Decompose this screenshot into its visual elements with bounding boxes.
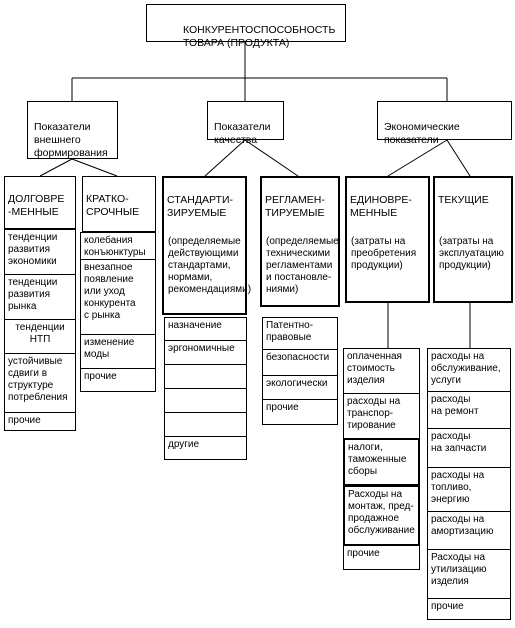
category-current-note: (затраты на эксплуатацию продукции) <box>439 236 504 271</box>
group-external <box>27 101 118 159</box>
list-item: прочие <box>4 412 76 431</box>
category-one-time <box>345 176 430 303</box>
list-item: прочие <box>262 399 338 425</box>
root-title: КОНКУРЕНТОСПОСОБНОСТЬ ТОВАРА (ПРОДУКТА) <box>183 24 336 49</box>
list-item <box>164 412 247 437</box>
standardized-items <box>164 317 247 460</box>
category-one-time-note: (затраты на преобретения продукции) <box>351 236 417 271</box>
list-item: расходы на топливо, энергию <box>427 467 511 512</box>
category-current <box>433 176 513 303</box>
list-item: расходы на ремонт <box>427 391 511 429</box>
category-one-time-title: ЕДИНОВРЕ- МЕННЫЕ <box>350 194 412 219</box>
list-item: прочие <box>427 598 511 620</box>
group-external-title: Показатели внешнего формирования <box>34 121 108 159</box>
one-time-items <box>343 348 420 570</box>
list-item: внезапное появление или уход конкурента с рынка <box>80 259 156 335</box>
category-standardized-note: (определяемые действующими стандартами, нормами, рекомендациями) <box>168 236 252 295</box>
category-standardized-title: СТАНДАРТИ- ЗИРУЕМЫЕ <box>167 194 233 219</box>
category-long-term <box>4 176 76 229</box>
group-economic <box>377 101 512 146</box>
list-item: расходы на транспор- тирование <box>343 393 420 439</box>
short-term-items <box>80 232 156 392</box>
list-item: Расходы на монтаж, пред- продажное обслуживание <box>343 485 420 546</box>
current-items <box>427 348 511 620</box>
list-item: прочие <box>80 368 156 392</box>
list-item <box>164 388 247 413</box>
list-item: экологически <box>262 375 338 400</box>
group-quality-title: Показатели качества <box>214 121 271 146</box>
group-quality <box>207 101 284 146</box>
list-item: устойчивые сдвиги в структуре потребления <box>4 353 76 413</box>
root-box <box>146 4 346 49</box>
list-item: тенденции развития рынка <box>4 274 76 320</box>
long-term-items <box>4 229 76 431</box>
category-short-term-title: КРАТКО- СРОЧНЫЕ <box>86 193 140 218</box>
list-item: безопасности <box>262 349 338 376</box>
category-standardized <box>162 176 252 315</box>
list-item: расходы на обслуживание, услуги <box>427 348 511 392</box>
list-item: оплаченная стоимость изделия <box>343 348 420 394</box>
category-regulated <box>260 176 340 307</box>
list-item: Расходы на утилизацию изделия <box>427 549 511 599</box>
list-item: тенденции НТП <box>4 319 76 354</box>
list-item: Патентно- правовые <box>262 317 338 350</box>
category-current-title: ТЕКУЩИЕ <box>438 194 489 206</box>
list-item: расходы на запчасти <box>427 428 511 468</box>
list-item: колебания конъюнктуры <box>80 232 156 260</box>
list-item <box>164 364 247 389</box>
list-item: эргономичные <box>164 340 247 365</box>
list-item: налоги, таможенные сборы <box>343 438 420 486</box>
list-item: изменение моды <box>80 334 156 369</box>
category-long-term-title: ДОЛГОВРЕ -МЕННЫЕ <box>8 193 65 218</box>
list-item: другие <box>164 436 247 460</box>
category-regulated-note: (определяемые техническими регламентами и постановле- ниями) <box>266 236 339 295</box>
category-regulated-title: РЕГЛАМЕН- ТИРУЕМЫЕ <box>265 194 325 219</box>
list-item: прочие <box>343 545 420 570</box>
list-item: назначение <box>164 317 247 341</box>
regulated-items <box>262 317 338 425</box>
group-economic-title: Экономические показатели <box>384 121 460 146</box>
list-item: расходы на амортизацию <box>427 511 511 550</box>
category-short-term <box>82 176 156 232</box>
list-item: тенденции развития экономики <box>4 229 76 275</box>
